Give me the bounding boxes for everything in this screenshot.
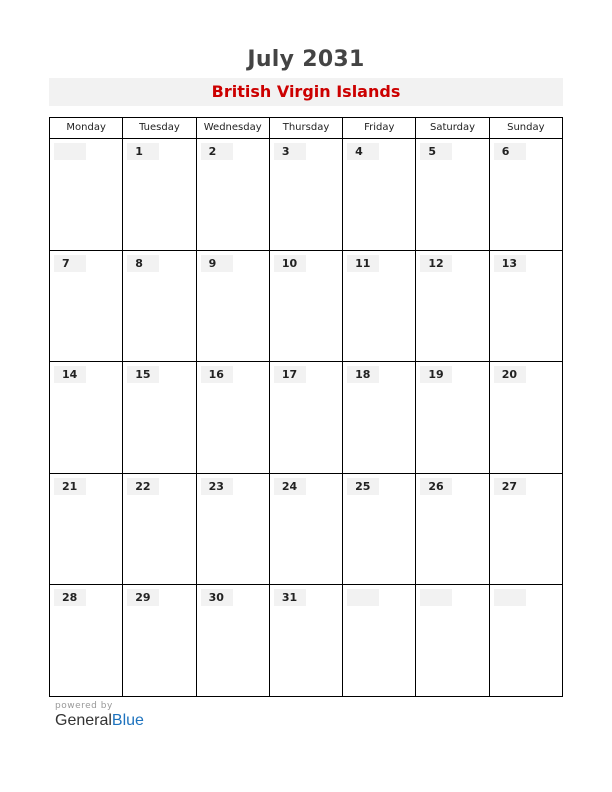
day-number	[494, 589, 526, 606]
day-number: 8	[127, 255, 159, 272]
day-cell[interactable]	[196, 585, 269, 697]
day-cell[interactable]	[342, 139, 415, 250]
brand-logo[interactable]	[55, 712, 144, 730]
country-name: British Virgin Islands	[211, 82, 401, 101]
brand-general-text: General	[55, 712, 112, 729]
day-cell[interactable]	[415, 139, 488, 250]
day-cell[interactable]	[122, 474, 195, 585]
day-cell[interactable]	[196, 474, 269, 585]
day-number: 13	[494, 255, 526, 272]
day-cell[interactable]	[50, 362, 122, 473]
day-number	[420, 589, 452, 606]
day-number: 19	[420, 366, 452, 383]
calendar-title: July 2031	[247, 47, 365, 72]
week-row	[50, 474, 562, 586]
day-number: 12	[420, 255, 452, 272]
day-cell[interactable]	[415, 585, 488, 697]
day-cell[interactable]	[342, 585, 415, 697]
day-number: 3	[274, 143, 306, 160]
day-cell[interactable]	[489, 474, 562, 585]
weeks-container	[50, 139, 562, 697]
day-number: 21	[54, 478, 86, 495]
day-cell[interactable]	[50, 139, 122, 250]
day-number: 23	[201, 478, 233, 495]
day-cell[interactable]	[342, 474, 415, 585]
day-cell[interactable]	[342, 362, 415, 473]
powered-by-text: powered by	[55, 701, 113, 711]
day-cell[interactable]	[415, 474, 488, 585]
day-number: 11	[347, 255, 379, 272]
day-number: 29	[127, 589, 159, 606]
day-number: 2	[201, 143, 233, 160]
day-cell[interactable]	[269, 251, 342, 362]
day-cell[interactable]	[196, 251, 269, 362]
day-cell[interactable]	[122, 362, 195, 473]
day-cell[interactable]	[415, 251, 488, 362]
day-number: 5	[420, 143, 452, 160]
weekday-header-row	[50, 118, 562, 139]
day-cell[interactable]	[269, 474, 342, 585]
day-number: 24	[274, 478, 306, 495]
weekday-wednesday: Wednesday	[196, 118, 269, 138]
day-number: 4	[347, 143, 379, 160]
day-cell[interactable]	[269, 139, 342, 250]
day-number: 16	[201, 366, 233, 383]
day-number: 30	[201, 589, 233, 606]
brand-blue-text: Blue	[111, 712, 144, 729]
weekday-sunday: Sunday	[489, 118, 562, 138]
day-number: 27	[494, 478, 526, 495]
week-row	[50, 362, 562, 474]
day-number: 18	[347, 366, 379, 383]
day-cell[interactable]	[196, 362, 269, 473]
day-cell[interactable]	[50, 474, 122, 585]
day-cell[interactable]	[489, 362, 562, 473]
weekday-friday: Friday	[342, 118, 415, 138]
day-cell[interactable]	[415, 362, 488, 473]
day-number: 7	[54, 255, 86, 272]
day-cell[interactable]	[269, 585, 342, 697]
weekday-tuesday: Tuesday	[122, 118, 195, 138]
week-row	[50, 139, 562, 251]
day-cell[interactable]	[269, 362, 342, 473]
day-cell[interactable]	[196, 139, 269, 250]
day-cell[interactable]	[489, 139, 562, 250]
day-cell[interactable]	[50, 585, 122, 697]
day-cell[interactable]	[489, 585, 562, 697]
day-cell[interactable]	[122, 139, 195, 250]
day-number: 1	[127, 143, 159, 160]
day-number: 28	[54, 589, 86, 606]
country-banner	[49, 78, 563, 106]
week-row	[50, 585, 562, 697]
day-number: 15	[127, 366, 159, 383]
day-number	[347, 589, 379, 606]
day-number: 17	[274, 366, 306, 383]
day-number: 20	[494, 366, 526, 383]
day-number: 9	[201, 255, 233, 272]
day-number	[54, 143, 86, 160]
day-number: 22	[127, 478, 159, 495]
footer	[55, 701, 144, 730]
day-number: 10	[274, 255, 306, 272]
weekday-saturday: Saturday	[415, 118, 488, 138]
day-cell[interactable]	[50, 251, 122, 362]
weekday-monday: Monday	[66, 122, 106, 133]
weekday-thursday: Thursday	[269, 118, 342, 138]
day-number: 6	[494, 143, 526, 160]
day-number: 26	[420, 478, 452, 495]
day-number: 25	[347, 478, 379, 495]
day-number: 31	[274, 589, 306, 606]
week-row	[50, 251, 562, 363]
day-cell[interactable]	[489, 251, 562, 362]
calendar-grid	[49, 117, 563, 697]
day-cell[interactable]	[122, 251, 195, 362]
day-cell[interactable]	[342, 251, 415, 362]
day-cell[interactable]	[122, 585, 195, 697]
day-number: 14	[54, 366, 86, 383]
